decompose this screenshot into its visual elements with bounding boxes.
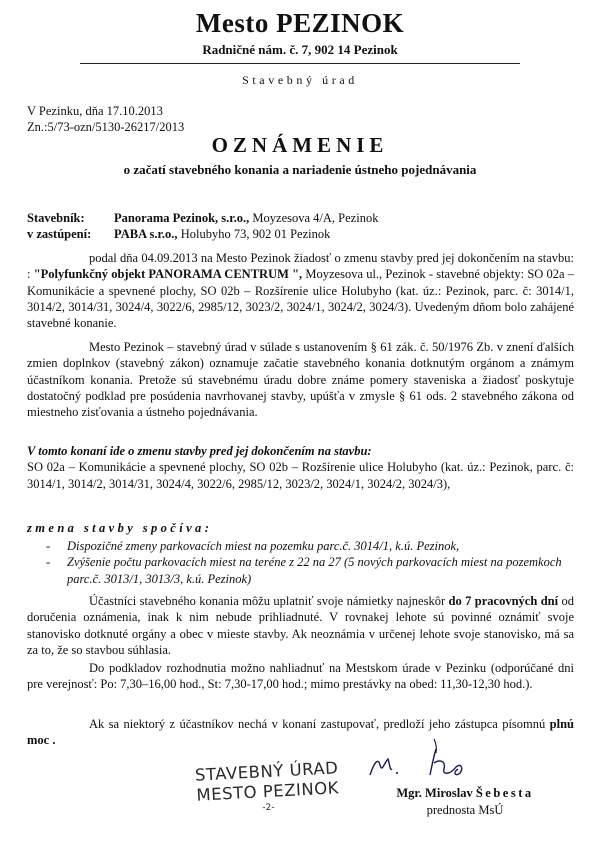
- document-subtitle: o začatí stavebného konania a nariadenie ústneho pojednávania: [123, 162, 477, 177]
- signer-title-name: Mgr. Miroslav: [396, 786, 476, 800]
- list-item-text: Dispozičné zmeny parkovacích miest na pozemku parc.č. 3014/1, k.ú. Pezinok,: [67, 539, 460, 553]
- list-bullet: -: [46, 555, 51, 570]
- power-of-attorney: plnú moc: [27, 717, 574, 748]
- document-title: OZNÁMENIE: [211, 133, 389, 157]
- stamp-line-1: STAVEBNÝ ÚRAD: [194, 758, 339, 785]
- handwritten-signature: [360, 735, 480, 790]
- office-stamp: [179, 757, 356, 817]
- objections-text: Účastníci stavebného konania môžu uplatniť svoje námietky najneskôr: [89, 594, 449, 608]
- builder-label: Stavebník:: [27, 211, 85, 225]
- inspection-text: Do podkladov rozhodnutia možno nahliadnuť na Mestskom úrade v Pezinku (odporúčané dni pre verejnosť: Po: 7,30–16,00 hod., St: 7,30-17,00 hod.; mimo prestávky na obed: 11,30-12,30 hod.).: [27, 661, 574, 692]
- representative-line: [27, 227, 330, 242]
- list-bullet: -: [46, 539, 51, 553]
- objections-details: od doručenia oznámenia, inak k nim nebude prihliadnuté. V rovnakej lehote sú povinné oznámiť svoje stanovisko dotknuté orgány a obec v mieste stavby. Ak neoznámia v určenej lehote svoje stanovisko, má sa za to, že so stavbou súhlasia.: [27, 594, 574, 657]
- scope-text: SO 02a – Komunikácie a spevnené plochy, SO 02b – Rozšírenie ulice Holubyho (kat. úz.: Pezinok, parc. č: 3014/1, 3014/2, 3014/31, 3024/4, 3022/6, 2985/12, 3023/2, 3024/1, 3024/2, 3024/3),: [27, 460, 574, 491]
- stamp-line-2: MESTO PEZINOK: [195, 778, 340, 805]
- project-name: "Polyfunkčný objekt PANORAMA CENTRUM ",: [33, 267, 303, 282]
- change-list: [27, 538, 574, 587]
- office-name: Stavebný úrad: [242, 73, 358, 87]
- list-item-text: Zvýšenie počtu parkovacích miest na teréne z 22 na 27 (5 nových parkovacích miest na pozemkoch parc.č. 3013/1, 3013/3, k.ú. Pezinok): [67, 555, 562, 586]
- list-item: [27, 538, 574, 554]
- list-item: [27, 554, 574, 587]
- municipality-address: Radničné nám. č. 7, 902 14 Pezinok: [202, 42, 398, 57]
- representation-end: .: [49, 733, 56, 748]
- reference-number: Zn.:5/73-ozn/5130-26217/2013: [27, 120, 185, 134]
- municipality-title: Mesto PEZINOK: [195, 8, 405, 38]
- representative-label: v zastúpení:: [27, 227, 92, 241]
- signer-name: [350, 786, 580, 801]
- deadline: do 7 pracovných dní: [448, 594, 559, 608]
- stamp-line-3: -2-: [262, 802, 275, 814]
- notice-paragraph: [27, 339, 574, 420]
- representation-paragraph: [27, 716, 574, 749]
- application-details: Moyzesova ul., Pezinok - stavebné objekty: SO 02a – Komunikácie a spevnené plochy, SO 02b – Rozšírenie ulice Holubyho (kat. úz.: Pezinok, parc. č: 3014/1, 3014/2, 3014/31, 3024/4, 3022/6, 2985/12, 3023/2, 3024/1, 3024/2, 3024/3). Uvedeným dňom bolo zahájené stavebné konanie.: [27, 267, 574, 331]
- representation-text: Ak sa niektorý z účastníkov nechá v konaní zastupovať, predloží jeho zástupca písomnú: [89, 717, 550, 731]
- notice-text: Mesto Pezinok – stavebný úrad v súlade s ustanovením § 61 zák. č. 50/1976 Zb. v znení ďalších zmien doplnkov (stavebný zákon) oznamuje začatie stavebného konania dotknutým orgánom a známym účastníkom konania. Pretože sú stavebnému úradu dobre známe pomery staveniska a žiadosť poskytuje dostatočný podklad pre posúdenia navrhovanej stavby, upúšťa v zmysle § 61 ods. 2 stavebného zákona od miestneho zisťovania a ústneho pojednávania.: [27, 340, 574, 420]
- builder-line: [27, 211, 378, 226]
- header-divider: [80, 63, 520, 64]
- inspection-paragraph: [27, 660, 574, 693]
- signer-surname: Šebesta: [475, 786, 534, 800]
- change-heading: zmena stavby spočíva:: [27, 521, 213, 535]
- scope-paragraph: [27, 443, 574, 492]
- objections-paragraph: [27, 593, 574, 658]
- scope-heading: V tomto konaní ide o zmenu stavby pred jej dokončením na stavbu:: [27, 444, 372, 458]
- representative-address: Holubyho 73, 902 01 Pezinok: [177, 227, 331, 241]
- date-line: V Pezinku, dňa 17.10.2013: [27, 104, 163, 118]
- application-paragraph: [27, 250, 574, 331]
- representative-name: PABA s.r.o.,: [114, 227, 178, 241]
- application-text: podal dňa 04.09.2013 na Mesto Pezinok žiadosť o zmenu stavby pred jej dokončením na stavbu: :: [27, 251, 574, 282]
- builder-address: Moyzesova 4/A, Pezinok: [249, 211, 379, 225]
- builder-name: Panorama Pezinok, s.r.o.,: [114, 211, 250, 225]
- signer-role: prednosta MsÚ: [426, 803, 504, 817]
